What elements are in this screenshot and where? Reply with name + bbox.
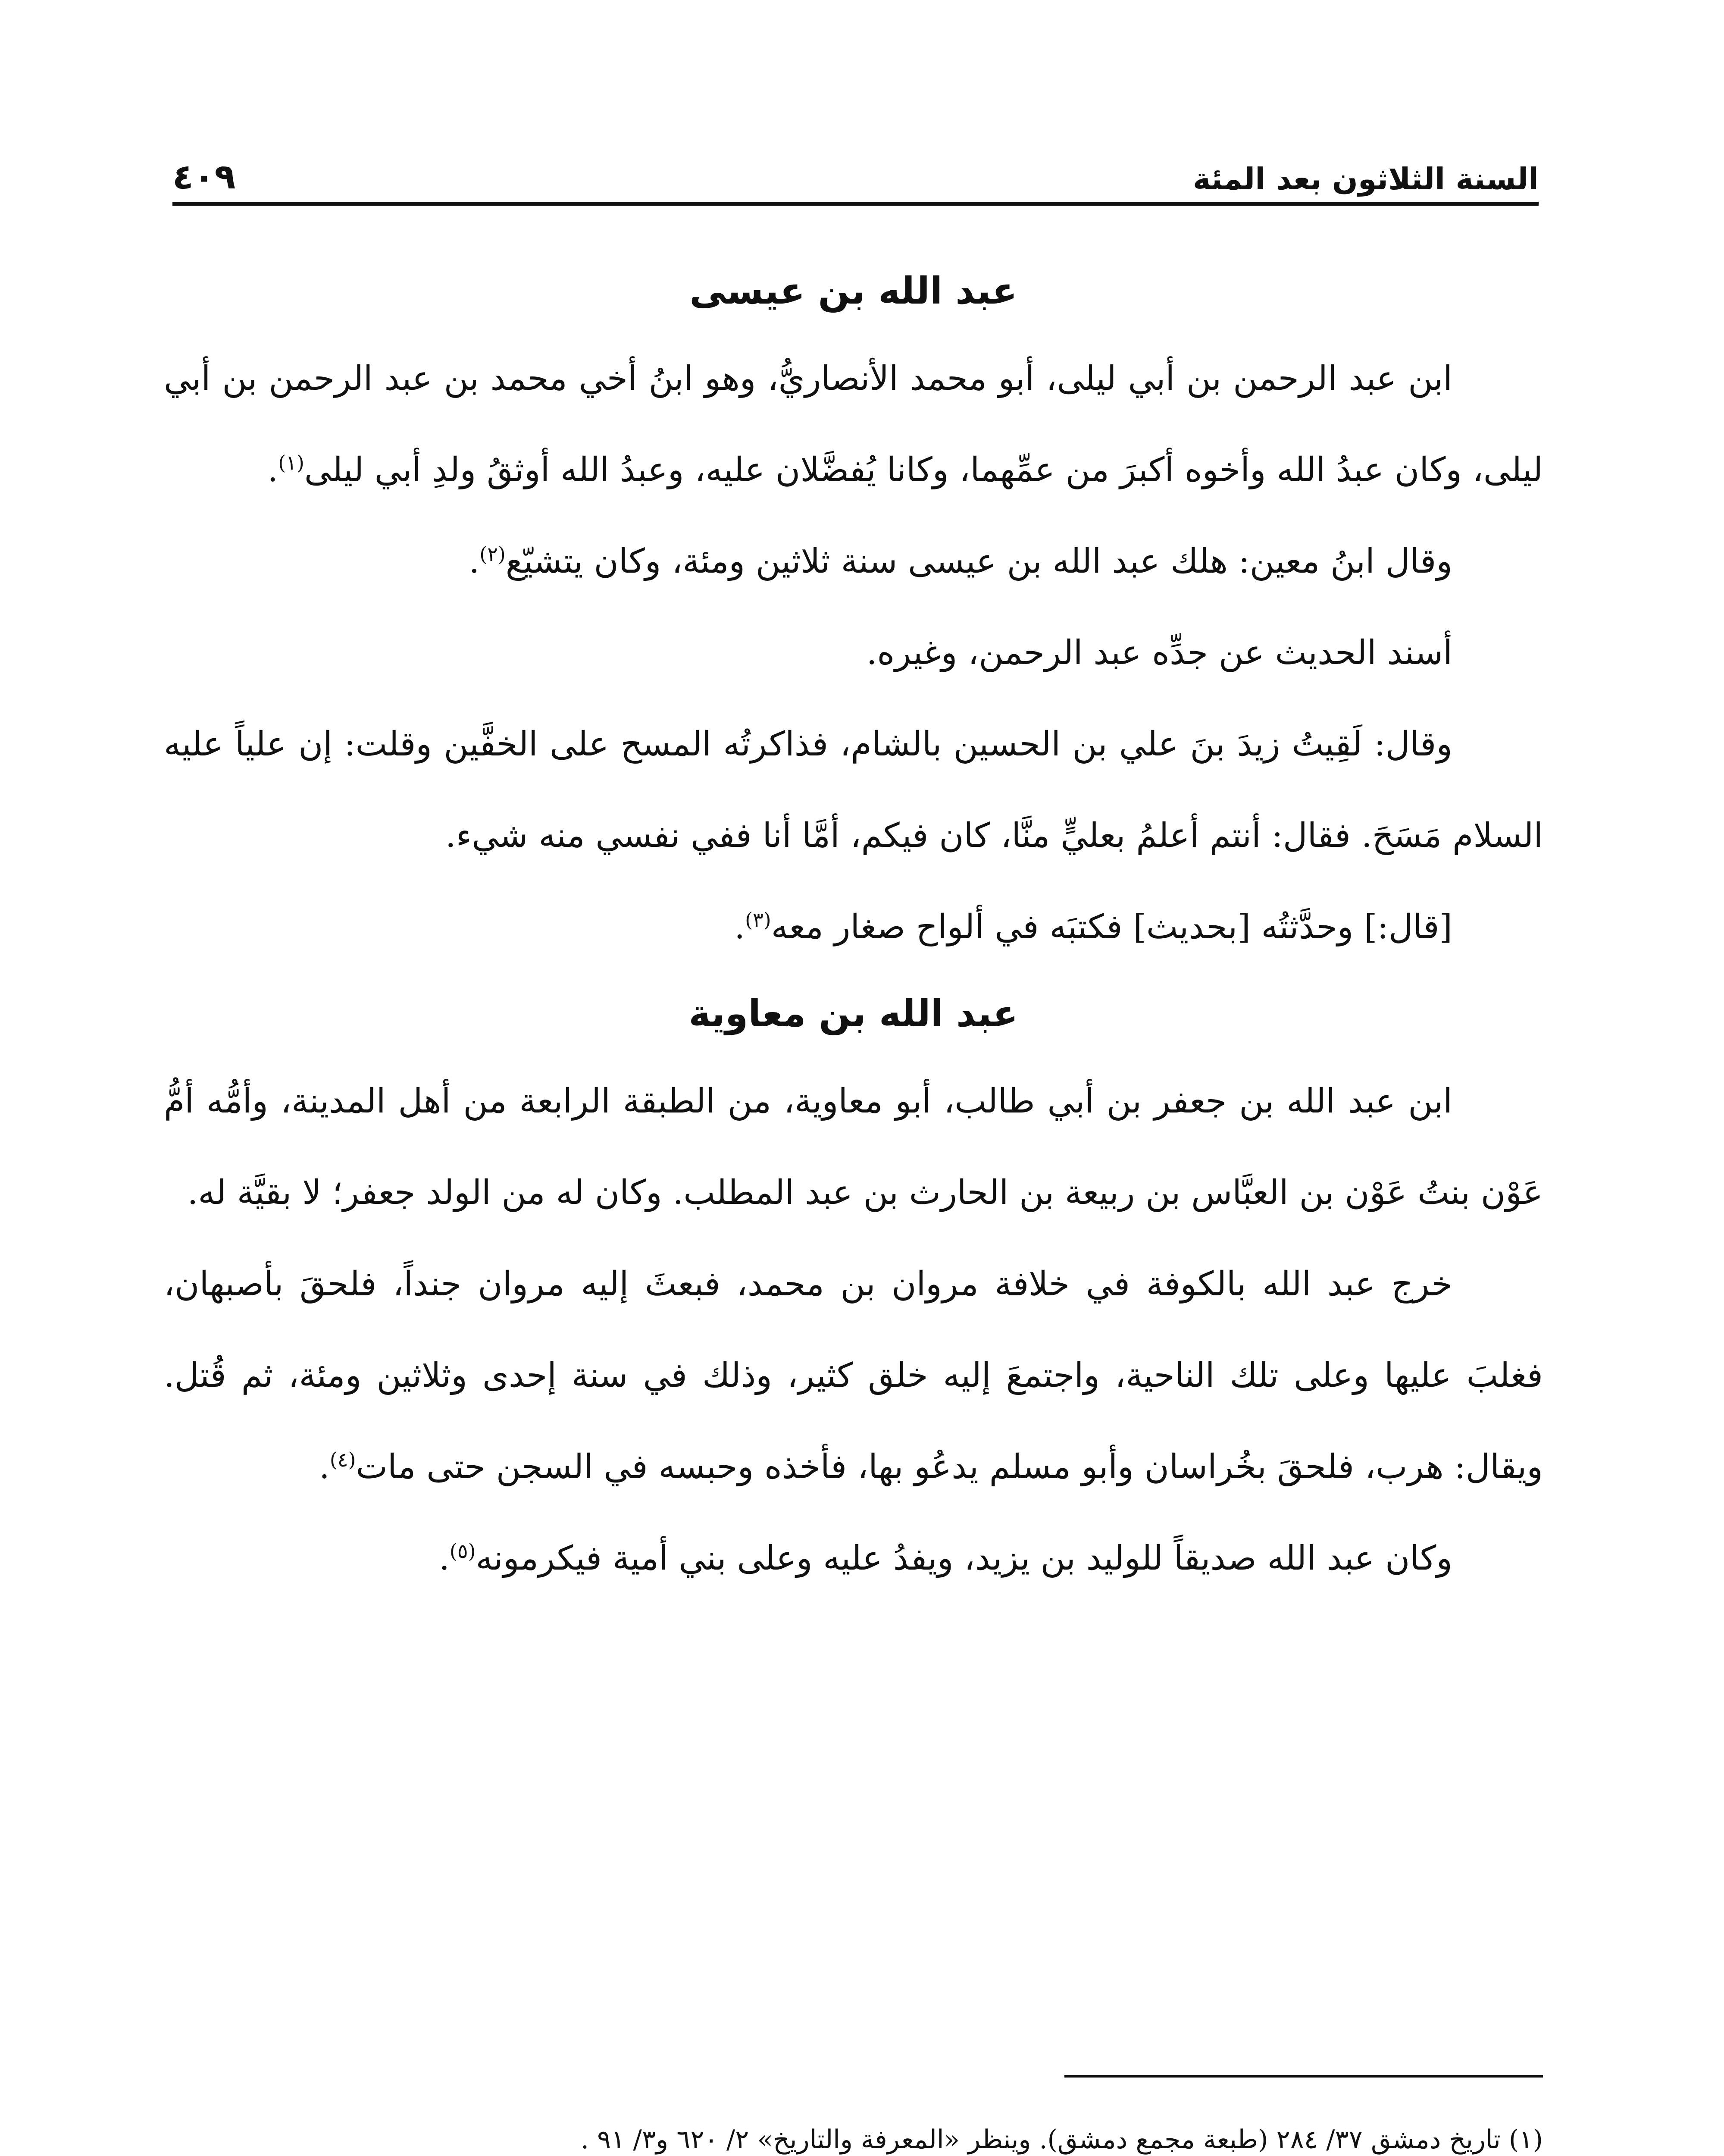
section-abdullah-bin-isa [164,267,1543,973]
paragraph-end: . [469,542,480,581]
paragraph-text: وكان عبد الله صديقاً للوليد بن يزيد، ويفدُ عليه وعلى بني أمية فيكرمونه [476,1539,1452,1578]
paragraph-text: خرج عبد الله بالكوفة في خلافة مروان بن محمد، فبعثَ إليه مروان جنداً، فلحقَ بأصبهان، فغلبَ عليها وعلى تلك الناحية، واجتمعَ إليه خلق كثير، وذلك في سنة إحدى وثلاثين ومئة، ثم قُتل. ويقال: هرب، فلحقَ بخُراسان وأبو مسلم يدعُو بها، فأخذه وحبسه في السجن حتى مات [164,1264,1543,1486]
paragraph [164,1238,1543,1513]
paragraph [164,1056,1543,1238]
footnote-ref: (٣) [745,908,771,931]
paragraph-text: أسند الحديث عن جدِّه عبد الرحمن، وغيره. [866,633,1452,672]
paragraph [164,516,1543,607]
running-header [172,129,1539,206]
footnote-ref: (٤) [329,1448,356,1471]
paragraph-end: . [267,450,278,489]
page-number: ٤٠٩ [172,157,236,197]
paragraph-text: ابن عبد الله بن جعفر بن أبي طالب، أبو معاوية، من الطبقة الرابعة من أهل المدينة، وأمُّه أمُّ عَوْن بنتُ عَوْن بن العبَّاس بن ربيعة بن الحارث بن عبد المطلب. وكان له من الولد جعفر؛ لا بقيَّة له. [164,1081,1543,1212]
paragraph-end: . [439,1539,450,1578]
paragraph [164,1513,1543,1604]
footnote: (١) تاريخ دمشق ٣٧/ ٢٨٤ (طبعة مجمع دمشق). وينظر «المعرفة والتاريخ» ٢/ ٦٢٠ و٣/ ٩١ . [581,2125,1543,2155]
paragraph-end: . [319,1447,330,1486]
footnote-ref: (٢) [479,542,506,566]
paragraph-text: وقال ابنُ معين: هلك عبد الله بن عيسى سنة ثلاثين ومئة، وكان يتشيّع [505,542,1452,581]
running-title: السنة الثلاثون بعد المئة [1192,161,1539,197]
paragraph [164,699,1543,881]
footnote-ref: (١) [278,451,304,474]
footnotes [216,2104,1543,2156]
paragraph-text: وقال: لَقِيتُ زيدَ بنَ علي بن الحسين بالشام، فذاكرتُه المسح على الخفَّين وقلت: إن علياً عليه السلام مَسَحَ. فقال: أنتم أعلمُ بعليٍّ منَّا، كان فيكم، أمَّا أنا ففي نفسي منه شيء. [164,724,1543,855]
section-heading: عبد الله بن معاوية [688,992,1018,1035]
paragraph-text: [قال:] وحدَّثتُه [بحديث] فكتبَه في ألواح صغار معه [771,907,1452,946]
paragraph-end: . [734,907,745,946]
footnote-ref: (٥) [449,1539,476,1563]
section-abdullah-bin-muawiya [164,990,1543,1604]
main-text [164,267,1543,1604]
section-heading: عبد الله بن عيسى [689,270,1017,313]
paragraph [164,607,1543,699]
paragraph [164,333,1543,516]
paragraph [164,881,1543,973]
paragraph-text: ابن عبد الرحمن بن أبي ليلى، أبو محمد الأنصاريُّ، وهو ابنُ أخي محمد بن عبد الرحمن بن أبي ليلى، وكان عبدُ الله وأخوه أكبرَ من عمِّهما، وكانا يُفضَّلان عليه، وعبدُ الله أوثقُ ولدِ أبي ليلى [164,359,1543,489]
footnote-divider [1064,2075,1543,2078]
